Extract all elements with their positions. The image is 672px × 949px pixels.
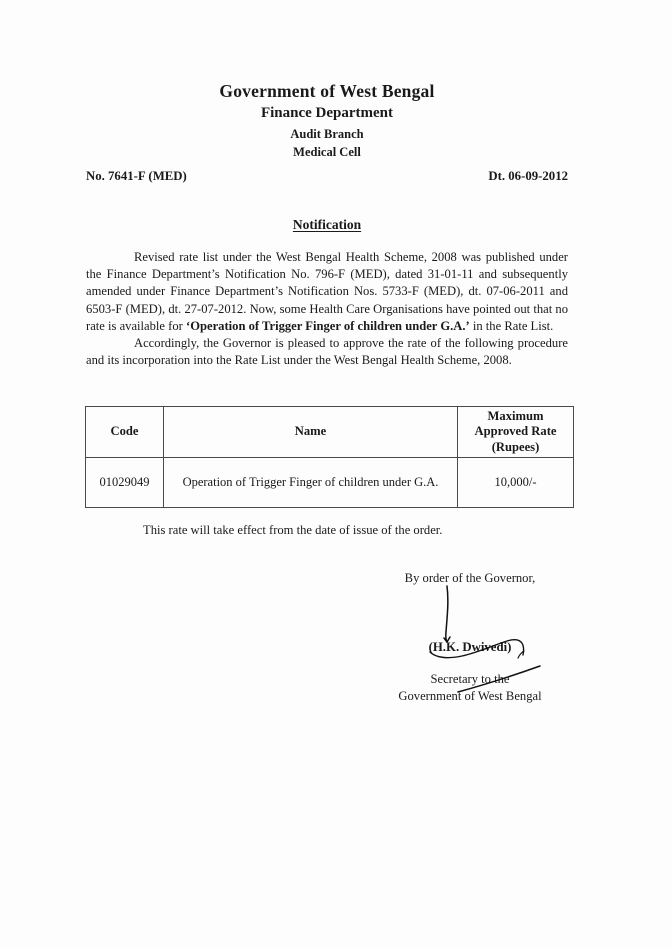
document-header [86,80,568,160]
cell-rate: 10,000/- [458,458,574,508]
by-order-line: By order of the Governor, [404,571,536,585]
table-header-name: Name [164,407,458,458]
table-header-row [86,407,574,458]
memo-date: Dt. 06-09-2012 [488,169,568,183]
memo-number: No. 7641-F (MED) [86,169,187,183]
paragraph-1-tail: in the Rate List. [469,318,554,333]
signatory-role-line2: Government of West Bengal [398,688,542,703]
signature-block [330,570,610,704]
paragraph-2: Accordingly, the Governor is pleased to approve the rate of the following procedure and its incorporation into the Rate List under the West Bengal Health Scheme, 2008. [86,336,568,368]
cell-name: Operation of Trigger Finger of children under G.A. [164,458,458,508]
cell-code: 01029049 [86,458,164,508]
effect-note: This rate will take effect from the date of issue of the order. [143,523,443,537]
memo-reference-row [86,169,568,184]
notification-heading-text: Notification [292,217,362,232]
table-row [86,458,574,508]
rate-table [85,406,574,508]
notification-heading [86,217,568,233]
department-title: Finance Department [260,105,394,122]
signatory-role-line1: Secretary to the [430,672,510,686]
table-header-rate-line1: Maximum [487,408,544,423]
document-body [86,249,568,369]
table-header-code: Code [86,407,164,458]
organisation-title: Government of West Bengal [219,81,435,101]
table-header-rate [458,407,574,458]
cell-title: Medical Cell [293,144,361,159]
paragraph-1-bold-phrase: ‘Operation of Trigger Finger of children under G.A.’ [186,318,470,333]
table-header-rate-line2: Approved Rate [474,424,557,439]
paragraph-1 [86,249,568,335]
signatory-name: (H.K. Dwivedi) [428,639,512,654]
table-header-rate-line3: (Rupees) [491,439,540,454]
paragraph-1-text: Revised rate list under the West Bengal Health Scheme, 2008 was published under the Finance Department’s Notification No. 796-F (MED), dated 31-01-11 and subsequently amended under Finance Department’s Notification Nos. 5733-F (MED), dt. 07-06-2011 and 6503-F (MED), dt. 27-07-2012. Now, some Health Care Organisations have pointed out that no rate is available for [86,250,568,333]
branch-title: Audit Branch [290,127,364,142]
